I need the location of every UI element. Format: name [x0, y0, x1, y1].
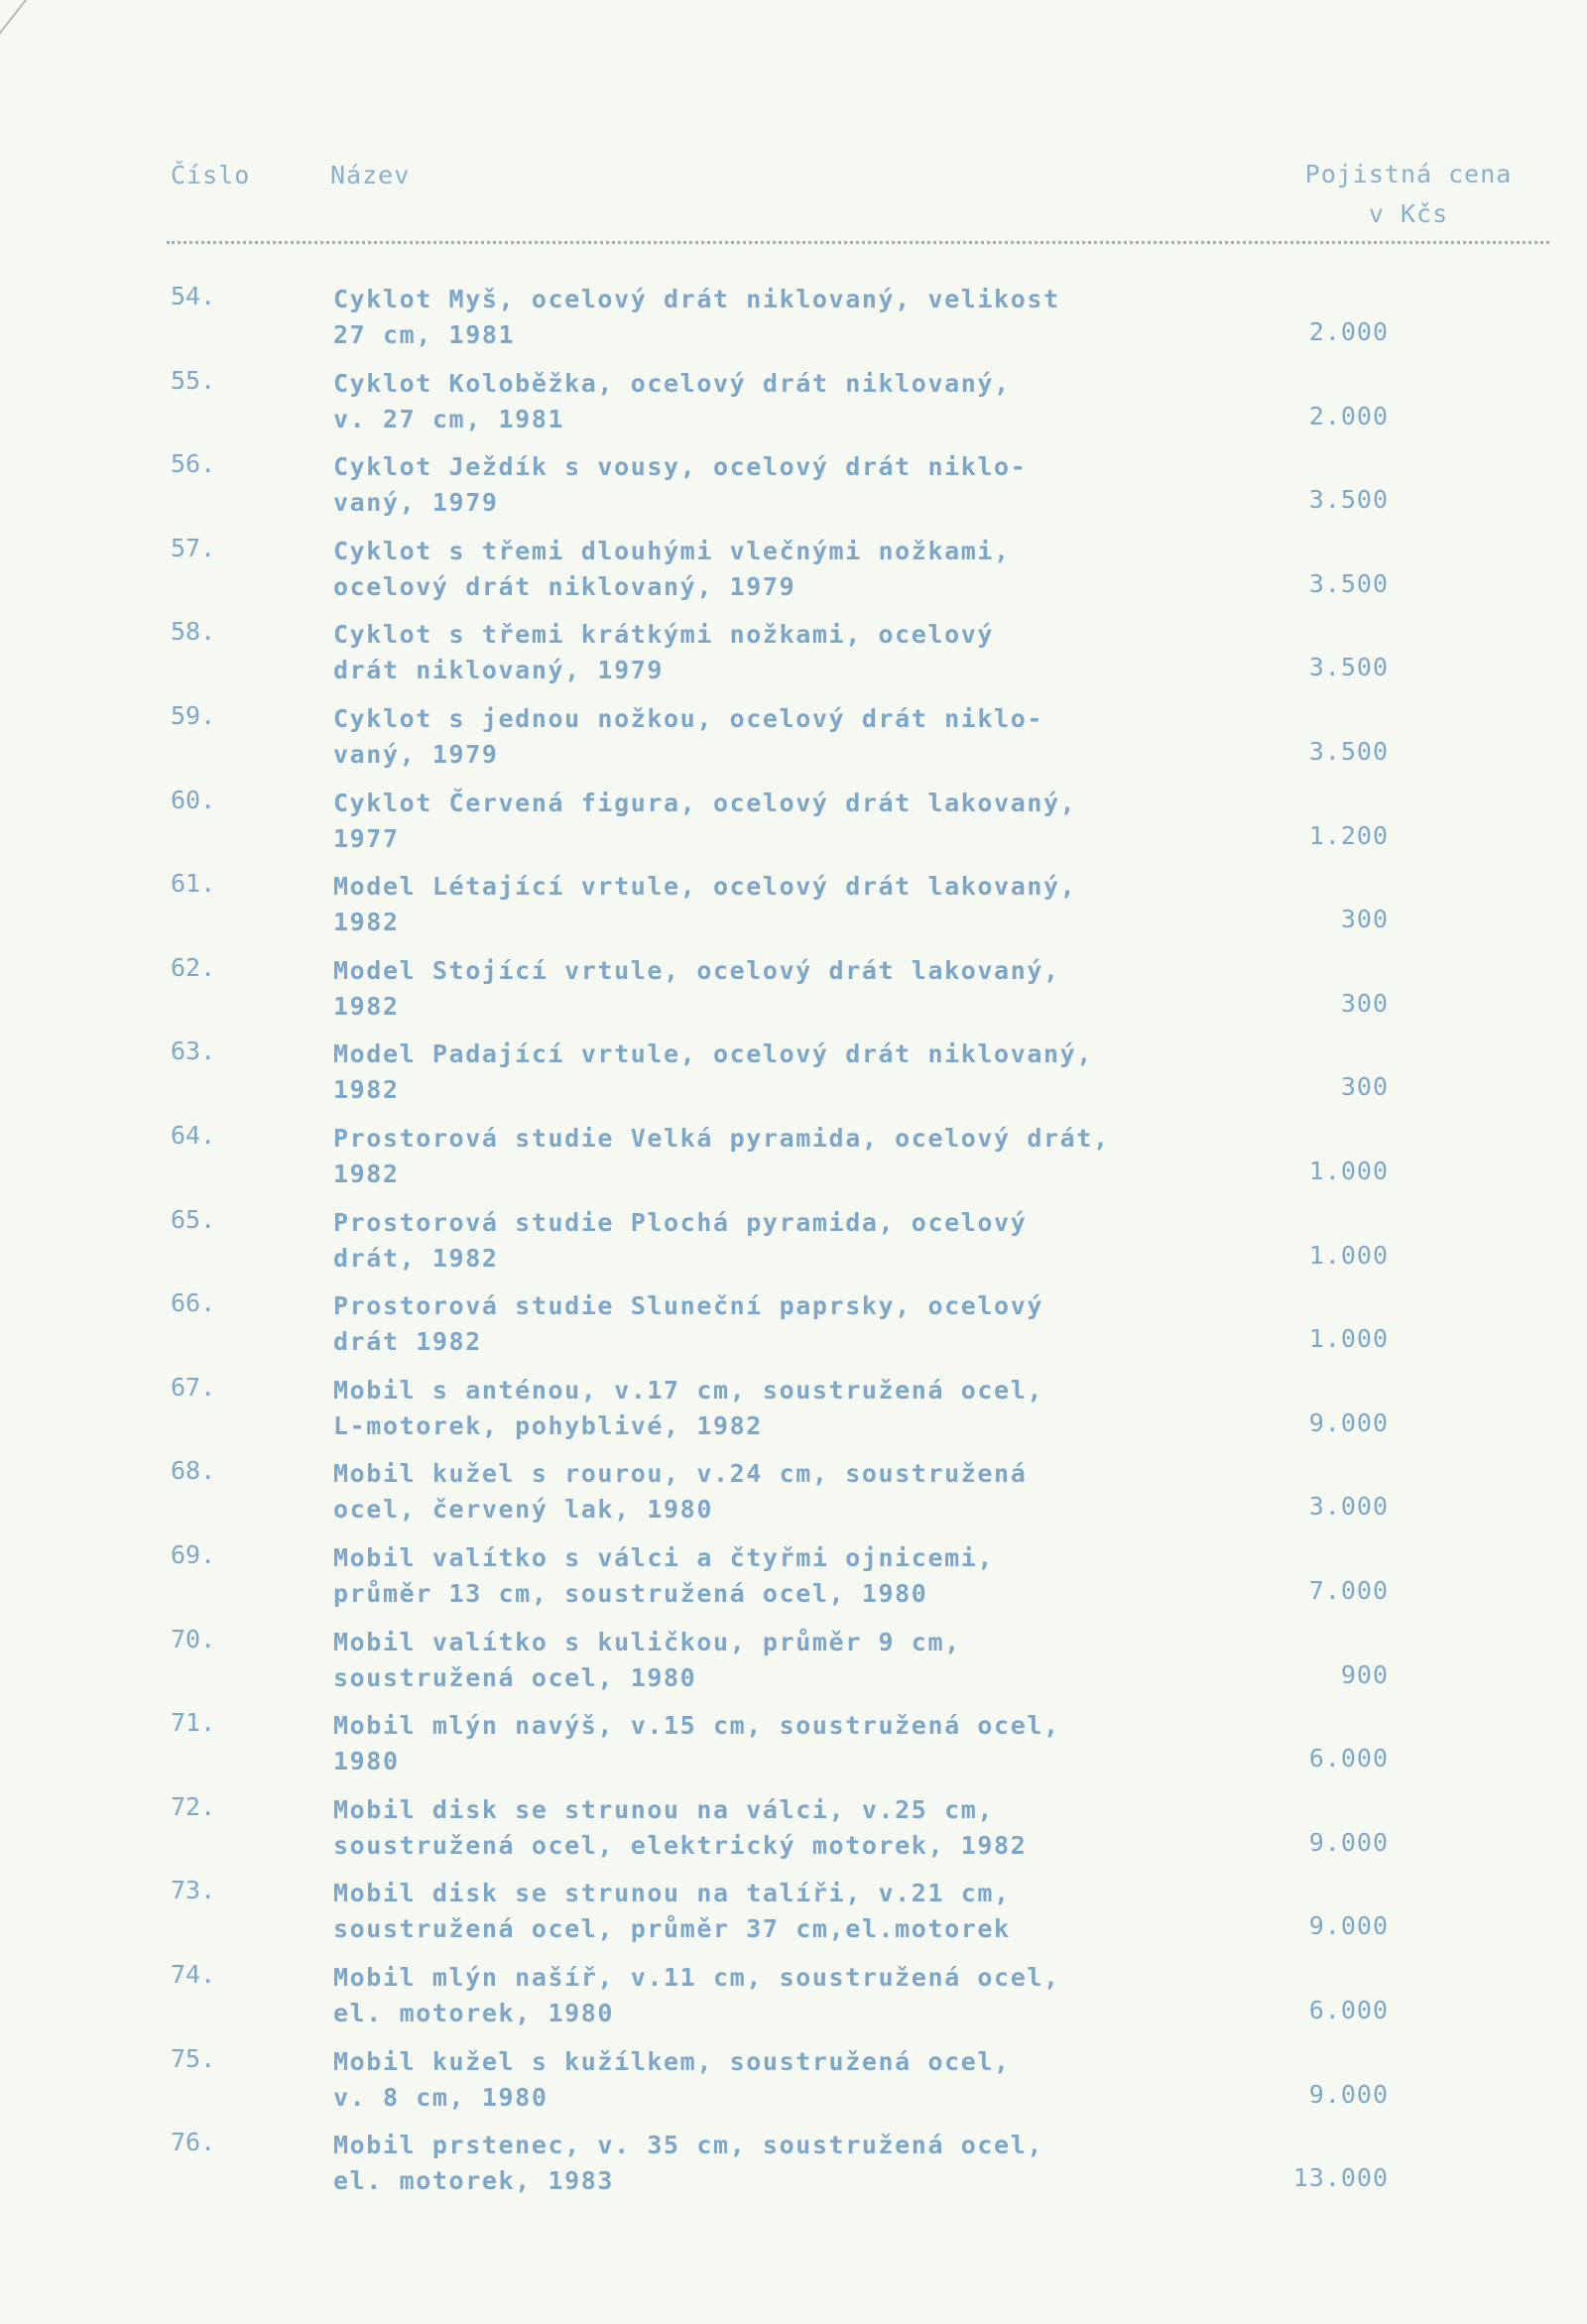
list-item: [0, 1876, 1587, 1955]
item-description: [333, 1288, 1256, 1360]
list-item: [0, 366, 1587, 445]
item-description-line1: Mobil s anténou, v.17 cm, soustružená ocel,: [333, 1375, 1044, 1405]
item-description-line1: Mobil valítko s válci a čtyřmi ojnicemi,: [333, 1543, 995, 1572]
column-header-number: Číslo: [171, 161, 251, 189]
list-item: [0, 1708, 1587, 1787]
list-item: [0, 1792, 1587, 1872]
item-description-line1: Mobil disk se strunou na talíři, v.21 cm,: [333, 1879, 1011, 1908]
item-description-line1: Model Létající vrtule, ocelový drát lakovaný,: [333, 872, 1077, 902]
list-item: [0, 1960, 1587, 2039]
list-item: [0, 869, 1587, 948]
item-price: 1.000: [1308, 1157, 1389, 1185]
item-description-line1: Mobil valítko s kuličkou, průměr 9 cm,: [333, 1627, 961, 1656]
item-description-line2: L-motorek, pohyblivé, 1982: [333, 1410, 763, 1440]
item-price: 300: [1340, 988, 1389, 1018]
item-description: [333, 1792, 1256, 1864]
item-price: 300: [1340, 1072, 1389, 1102]
item-price: 13.000: [1292, 2163, 1389, 2193]
item-description-line2: v. 8 cm, 1980: [333, 2082, 549, 2112]
list-item: [0, 534, 1587, 613]
item-number: 76.: [171, 2128, 216, 2157]
item-price: 1.000: [1308, 1240, 1389, 1270]
item-number: 74.: [171, 1960, 216, 1989]
list-item: [0, 1037, 1587, 1116]
list-item: [0, 449, 1587, 529]
item-description-line1: Cyklot s třemi dlouhými vlečnými nožkami,: [333, 536, 1011, 565]
column-header-name: Název: [330, 161, 411, 189]
item-description-line2: 1980: [333, 1747, 400, 1776]
item-price: 9.000: [1308, 1911, 1389, 1941]
item-description: [333, 1540, 1256, 1612]
item-price: 6.000: [1308, 1744, 1389, 1774]
item-number: 75.: [171, 2043, 216, 2073]
item-description-line2: 1982: [333, 1160, 400, 1188]
item-description-line1: Model Stojící vrtule, ocelový drát lakovaný,: [333, 955, 1060, 985]
item-description: [333, 1456, 1256, 1528]
item-description-line2: 27 cm, 1981: [333, 320, 516, 349]
item-description-line2: 1982: [333, 908, 400, 937]
item-description-line1: Model Padající vrtule, ocelový drát niklovaný,: [333, 1040, 1093, 1069]
list-item: [0, 1373, 1587, 1452]
item-number: 59.: [171, 701, 216, 730]
item-description-line1: Cyklot s jednou nožkou, ocelový drát niklo-: [333, 704, 1044, 733]
item-price: 300: [1340, 905, 1389, 934]
item-description-line1: Mobil kužel s rourou, v.24 cm, soustružená: [333, 1459, 1028, 1489]
item-number: 66.: [171, 1288, 216, 1318]
item-number: 61.: [171, 869, 216, 899]
item-description-line1: Mobil mlýn našíř, v.11 cm, soustružená ocel,: [333, 1963, 1060, 1992]
item-description-line2: vaný, 1979: [333, 740, 499, 769]
item-description-line2: v. 27 cm, 1981: [333, 404, 565, 433]
item-price: 900: [1340, 1659, 1389, 1689]
item-description: [333, 953, 1256, 1025]
item-description-line2: drát, 1982: [333, 1243, 499, 1273]
item-number: 69.: [171, 1540, 216, 1569]
item-price: 2.000: [1308, 317, 1389, 346]
paper-fold-line: [0, 0, 131, 70]
item-description-line2: drát niklovaný, 1979: [333, 656, 665, 685]
item-price: 2.000: [1308, 401, 1389, 430]
list-item: [0, 2128, 1587, 2207]
item-description-line2: el. motorek, 1980: [333, 1999, 615, 2027]
item-description: [333, 2044, 1256, 2116]
item-description-line2: 1977: [333, 823, 400, 853]
item-description-line1: Cyklot Myš, ocelový drát niklovaný, velikost: [333, 285, 1060, 313]
item-description: [333, 617, 1256, 688]
item-description: [333, 1960, 1256, 2031]
list-item: [0, 701, 1587, 781]
item-number: 68.: [171, 1456, 216, 1486]
item-number: 60.: [171, 785, 216, 814]
item-number: 62.: [171, 952, 216, 982]
item-description: [333, 1121, 1256, 1192]
item-description-line2: 1982: [333, 1075, 400, 1105]
item-description-line2: soustružená ocel, 1980: [333, 1662, 697, 1692]
item-description-line1: Prostorová studie Velká pyramida, ocelový drát,: [333, 1124, 1110, 1153]
item-description-line1: Mobil disk se strunou na válci, v.25 cm,: [333, 1794, 995, 1824]
column-header-price: [1270, 155, 1547, 234]
item-description-line1: Prostorová studie Plochá pyramida, ocelový: [333, 1207, 1028, 1237]
item-number: 64.: [171, 1121, 216, 1150]
item-price: 7.000: [1308, 1576, 1389, 1605]
item-number: 55.: [171, 365, 216, 395]
item-number: 58.: [171, 617, 216, 647]
item-description-line2: ocel, červený lak, 1980: [333, 1495, 713, 1525]
item-description: [333, 701, 1256, 773]
item-description: [333, 449, 1256, 521]
item-description: [333, 282, 1256, 353]
item-description: [333, 1037, 1256, 1108]
item-number: 56.: [171, 449, 216, 479]
list-item: [0, 2044, 1587, 2124]
item-description-line1: Cyklot s třemi krátkými nožkami, ocelový: [333, 620, 995, 650]
column-header-price-line2: v Kčs: [1368, 199, 1449, 228]
item-description: [333, 1708, 1256, 1779]
item-description-line1: Cyklot Červená figura, ocelový drát lakovaný,: [333, 788, 1077, 817]
item-description: [333, 534, 1256, 605]
item-description: [333, 1625, 1256, 1696]
item-price: 1.000: [1308, 1324, 1389, 1354]
item-description-line1: Prostorová studie Sluneční paprsky, ocelový: [333, 1291, 1044, 1321]
item-description-line1: Cyklot Ježdík s vousy, ocelový drát niklo-: [333, 452, 1028, 482]
item-number: 73.: [171, 1876, 216, 1905]
item-number: 72.: [171, 1791, 216, 1821]
header-divider: [167, 241, 1549, 244]
item-description: [333, 1373, 1256, 1444]
item-description-line1: Mobil kužel s kužílkem, soustružená ocel,: [333, 2046, 1011, 2076]
column-header-price-line1: Pojistná cena: [1304, 160, 1513, 188]
item-description-line2: ocelový drát niklovaný, 1979: [333, 571, 796, 601]
item-description-line2: 1982: [333, 991, 400, 1021]
item-description: [333, 869, 1256, 940]
item-price: 3.000: [1308, 1492, 1389, 1522]
item-price: 3.500: [1308, 485, 1389, 515]
list-item: [0, 1625, 1587, 1704]
item-description-line1: Mobil prstenec, v. 35 cm, soustružená ocel,: [333, 2131, 1044, 2160]
item-number: 57.: [171, 533, 216, 562]
list-item: [0, 282, 1587, 361]
list-item: [0, 953, 1587, 1033]
item-number: 63.: [171, 1037, 216, 1066]
item-description: [333, 2128, 1256, 2199]
item-description-line2: soustružená ocel, elektrický motorek, 1982: [333, 1830, 1028, 1860]
item-description-line2: soustružená ocel, průměr 37 cm,el.motorek: [333, 1914, 1011, 1944]
item-number: 71.: [171, 1708, 216, 1738]
item-description-line2: drát 1982: [333, 1327, 482, 1357]
item-description-line2: vaný, 1979: [333, 488, 499, 518]
item-price: 1.200: [1308, 820, 1389, 850]
list-item: [0, 1540, 1587, 1620]
item-number: 67.: [171, 1372, 216, 1402]
item-price: 3.500: [1308, 653, 1389, 682]
item-price: 9.000: [1308, 2079, 1389, 2109]
list-item: [0, 1121, 1587, 1200]
item-description: [333, 1205, 1256, 1277]
item-price: 3.500: [1308, 737, 1389, 766]
item-price: 9.000: [1308, 1407, 1389, 1437]
list-item: [0, 617, 1587, 696]
item-description: [333, 366, 1256, 437]
list-item: [0, 1205, 1587, 1284]
item-description-line2: průměr 13 cm, soustružená ocel, 1980: [333, 1579, 928, 1608]
list-item: [0, 1288, 1587, 1368]
item-price: 6.000: [1308, 1996, 1389, 2024]
list-item: [0, 786, 1587, 865]
item-number: 65.: [171, 1204, 216, 1234]
item-description: [333, 786, 1256, 857]
list-item: [0, 1456, 1587, 1535]
item-number: 54.: [171, 282, 216, 310]
item-description-line1: Mobil mlýn navýš, v.15 cm, soustružená ocel,: [333, 1711, 1060, 1741]
item-price: 3.500: [1308, 568, 1389, 598]
item-description-line2: el. motorek, 1983: [333, 2166, 615, 2196]
item-price: 9.000: [1308, 1827, 1389, 1857]
item-description-line1: Cyklot Koloběžka, ocelový drát niklovaný,: [333, 368, 1011, 398]
item-number: 70.: [171, 1624, 216, 1653]
item-description: [333, 1876, 1256, 1947]
